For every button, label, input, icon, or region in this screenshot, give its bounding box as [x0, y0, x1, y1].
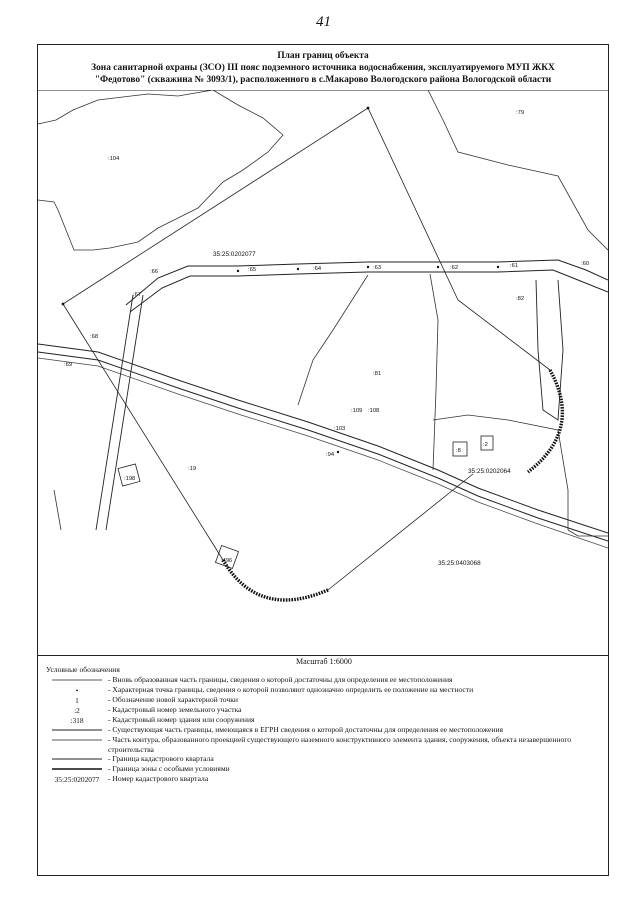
- symbol-parcel-number: :2: [74, 705, 80, 715]
- legend-title: Условные обозначения: [46, 665, 120, 674]
- label-parcel-198: :198: [124, 476, 136, 482]
- legend-row-parcel-number: :2 - Кадастровый номер земельного участка: [46, 705, 606, 715]
- legend-row-building-number: :318 - Кадастровый номер здания или сооружения: [46, 715, 606, 725]
- label-quarter-0202064: 35:25:0202064: [468, 468, 511, 475]
- legend-row-contour: - Часть контура, образованного проекцией существующего наземного конструктивного элемента здания, сооружения, объекта незавершенного строительства: [46, 735, 606, 754]
- building-198: [118, 464, 140, 486]
- cadastral-map: [38, 90, 608, 656]
- symbol-thin-line: [46, 675, 108, 685]
- label-parcel-81: :81: [373, 371, 382, 377]
- left-bottom-line: [54, 490, 61, 530]
- zone-boundary-bottom: [328, 474, 473, 590]
- label-parcel-103: :103: [334, 426, 346, 432]
- legend-row-point: • - Характерная точка границы, сведения о которой позволяют однозначно определить ее положение на местности: [46, 685, 606, 695]
- label-parcel-19: :19: [188, 466, 197, 472]
- highway-lower: [38, 352, 608, 541]
- left-road-1: [96, 295, 136, 530]
- parcel-82-strip: [536, 280, 563, 420]
- symbol-quarter-line: [46, 754, 108, 764]
- label-parcel-496: :496: [221, 558, 233, 564]
- label-parcel-2: :2: [483, 442, 488, 448]
- label-parcel-82: :82: [516, 296, 525, 302]
- legend-row-new-boundary: - Вновь образованная часть границы, сведения о которой достаточны для определения ее местоположения: [46, 675, 606, 685]
- page-number: 41: [316, 14, 331, 30]
- label-parcel-8: :8: [456, 448, 461, 454]
- legend-row-existing-boundary: - Существующая часть границы, имеющаяся в ЕГРН сведения о которой достаточны для определения ее местоположения: [46, 725, 606, 735]
- label-parcel-67: :67: [133, 292, 142, 298]
- symbol-new-point: 1: [75, 695, 79, 705]
- highway-edge: [38, 358, 608, 548]
- symbol-existing-line: [46, 725, 108, 735]
- scale-label: Масштаб 1:6000: [296, 657, 352, 666]
- zone-boundary-left: [63, 304, 223, 560]
- legend-row-quarter-number: 35:25:0202077 - Номер кадастрового квартала: [46, 774, 606, 784]
- label-parcel-64: :64: [313, 266, 322, 272]
- label-quarter-0202077: 35:25:0202077: [213, 251, 256, 258]
- highway-upper: [38, 344, 608, 533]
- symbol-point: •: [75, 685, 79, 695]
- label-parcel-61: :61: [510, 263, 519, 269]
- label-parcel-63: :63: [373, 265, 382, 271]
- label-parcel-79: :79: [516, 110, 525, 116]
- legend-row-zone-boundary: - Граница зоны с особыми условиями: [46, 764, 606, 774]
- label-parcel-60: :60: [581, 261, 590, 267]
- label-parcel-69: :69: [64, 362, 73, 368]
- label-quarter-0403068: 35:25:0403068: [438, 560, 481, 567]
- label-parcel-108: :108: [368, 408, 380, 414]
- label-parcel-109: :109: [351, 408, 363, 414]
- label-parcel-68: :68: [90, 334, 99, 340]
- title-line-1: План границ объекта: [277, 51, 369, 61]
- label-parcel-104: :104: [108, 156, 120, 162]
- parcel-81-boundary: [298, 275, 368, 405]
- label-parcel-62: :62: [450, 265, 459, 271]
- zone-boundary: [63, 108, 550, 370]
- title-line-2: Зона санитарной охраны (ЗСО) III пояс подземного источника водоснабжения, эксплуатируемого МУП ЖКХ: [91, 63, 555, 73]
- title-line-3: "Федотово" (скважина № 3093/1), расположенного в с.Макарово Вологодского района Вологодской области: [94, 75, 552, 85]
- characteristic-points: [62, 107, 500, 454]
- zone-arc-east: [528, 370, 562, 472]
- parcel-104-boundary: [38, 90, 283, 250]
- legend-row-new-point: 1 - Обозначение новой характерной точки: [46, 695, 606, 705]
- zone-arc-south: [223, 560, 328, 600]
- symbol-contour-line: [46, 735, 108, 745]
- parcel-81-boundary-east: [430, 274, 438, 470]
- legend: [46, 665, 606, 784]
- label-parcel-94: :94: [326, 452, 335, 458]
- left-road-2: [106, 295, 143, 530]
- symbol-building-number: :318: [70, 715, 84, 725]
- legend-row-quarter-boundary: - Граница кадастрового квартала: [46, 754, 606, 764]
- symbol-zone-line: [46, 764, 108, 774]
- label-parcel-65: :65: [248, 267, 257, 273]
- scale-bar: [38, 655, 608, 666]
- symbol-quarter-number: 35:25:0202077: [54, 774, 100, 784]
- map-title: [40, 50, 606, 86]
- label-parcel-66: :66: [150, 269, 159, 275]
